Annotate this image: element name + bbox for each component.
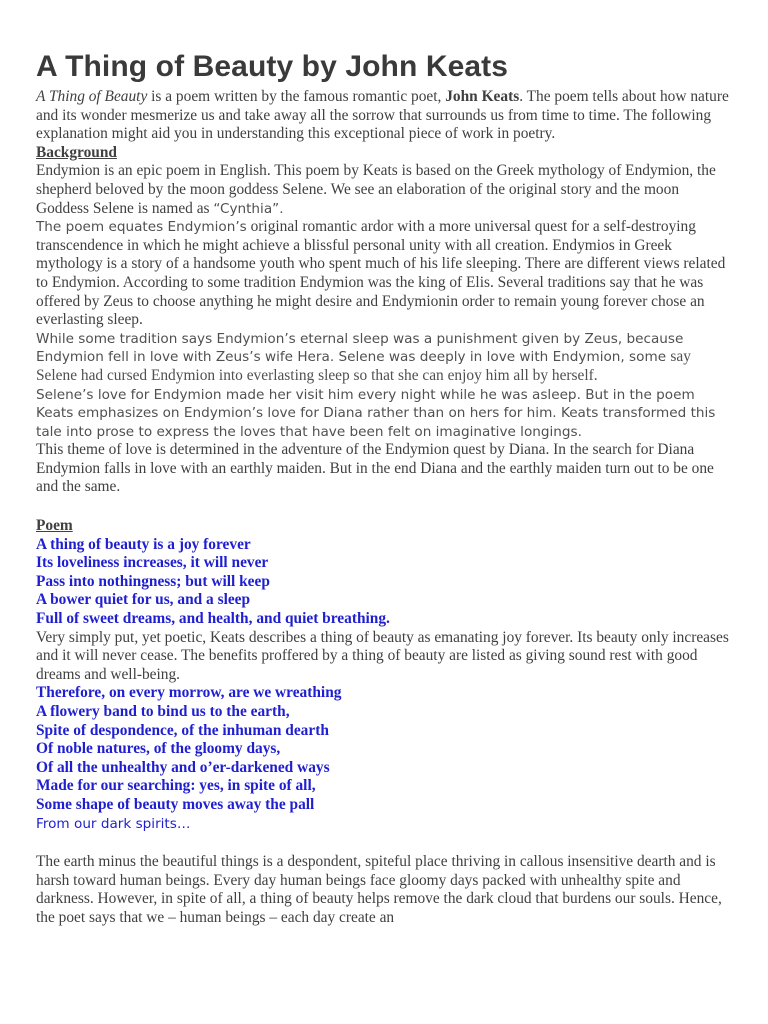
stanza-2-line: A flowery band to bind us to the earth, bbox=[36, 703, 290, 720]
stanza-2-line: Therefore, on every morrow, are we wreathing bbox=[36, 684, 342, 702]
page-title: A Thing of Beauty by John Keats bbox=[36, 50, 509, 83]
section-spacer bbox=[36, 833, 732, 853]
section-spacer bbox=[36, 497, 732, 517]
poem-explanation-2: The earth minus the beautiful things is a despondent, spiteful place thriving in callous insensitive dearth and is harsh toward human beings. Every day human beings face gloomy days packed with unhealthy spite and darkness. However, in spite of all, a thing of beauty helps remove the dark cloud that burdens our souls. Hence, the poet says that we – human beings – each day create an bbox=[36, 853, 722, 926]
stanza-2-line: Made for our searching: yes, in spite of all, bbox=[36, 777, 316, 795]
background-p1-cynthia: “Cynthia”. bbox=[213, 200, 284, 217]
intro-poem-title: A Thing of Beauty bbox=[36, 88, 148, 105]
background-p2-text: original romantic ardor with a more universal quest for a self-destroying transcendence in which he might achieve a blissful personal unity with all creation. Endymios in Greek mythology is a story of a handsome youth who spent much of his life sleeping. There are different views related to Endymion. According to some tradition Endymion was the king of Elis. Several traditions say that he was offered by Zeus to choose anything he might desire and Endymionin order to remain young forever chose an everlasting sleep. bbox=[36, 218, 726, 329]
background-p3-text: While some tradition says Endymion’s eternal sleep was a punishment given by Zeus, because Endymion fell in love with Zeus’s wife Hera. Selene was deeply in love with Endymion, some bbox=[36, 330, 684, 366]
poem-heading: Poem bbox=[36, 517, 73, 535]
background-p2-lead: The poem equates Endymion’s bbox=[36, 219, 247, 236]
stanza-2-line: Some shape of beauty moves away the pall bbox=[36, 795, 315, 813]
background-p3b-text: say Selene had cursed Endymion into everlasting sleep so that she can enjoy him all by herself. bbox=[36, 348, 691, 384]
intro-author: John Keats bbox=[445, 88, 520, 105]
background-paragraph-4 bbox=[36, 386, 732, 442]
stanza-2-line: Of all the unhealthy and o’er-darkened ways bbox=[36, 758, 330, 776]
background-paragraph-1 bbox=[36, 162, 732, 218]
background-p4-text: Selene’s love for Endymion made her visit him every night while he was asleep. But in the poem Keats emphasizes on Endymion’s love for Diana rather than on hers for him. Keats transformed this tale into prose to express the loves that have been felt on imaginative longings. bbox=[36, 386, 716, 440]
background-paragraph-3 bbox=[36, 330, 732, 386]
intro-text-2: . The poem tells about how nature and its wonder mesmerize us and take away all the sorrow that surrounds us from time to time. The following explanation might aid you in understanding this exceptional piece of work in poetry. bbox=[36, 88, 729, 143]
background-paragraph-2 bbox=[36, 218, 732, 330]
background-heading: Background bbox=[36, 143, 117, 161]
stanza-2-line: From our dark spirits… bbox=[36, 815, 191, 832]
background-p1-text: Endymion is an epic poem in English. This poem by Keats is based on the Greek mythology of Endymion, the shepherd beloved by the moon goddess Selene. We see an elaboration of the original story and the moon Goddess Selene is named as bbox=[36, 162, 716, 217]
intro-text-1: is a poem written by the famous romantic poet, bbox=[147, 88, 446, 105]
background-paragraph-5: This theme of love is determined in the adventure of the Endymion quest by Diana. In the search for Diana Endymion falls in love with an earthly maiden. But in the end Diana and the earthly maiden turn out to be one and the same. bbox=[36, 441, 714, 496]
poem-explanation-1: Very simply put, yet poetic, Keats describes a thing of beauty as emanating joy forever. Its beauty only increases and it will never cease. The benefits proffered by a thing of beauty are listed as giving sound rest with good dreams and well-being. bbox=[36, 628, 729, 683]
intro-paragraph bbox=[36, 88, 732, 144]
poem-stanza-2 bbox=[36, 684, 732, 833]
stanza-2-line: Of noble natures, of the gloomy days, bbox=[36, 740, 281, 758]
stanza-1-line: A thing of beauty is a joy forever bbox=[36, 535, 251, 553]
stanza-2-line: Spite of despondence, of the inhuman dearth bbox=[36, 721, 329, 739]
stanza-1-line: Pass into nothingness; but will keep bbox=[36, 572, 270, 590]
poem-stanza-1 bbox=[36, 536, 732, 629]
stanza-1-line: Full of sweet dreams, and health, and quiet breathing. bbox=[36, 610, 390, 628]
stanza-1-line: A bower quiet for us, and a sleep bbox=[36, 591, 251, 609]
stanza-1-line: Its loveliness increases, it will never bbox=[36, 554, 269, 572]
